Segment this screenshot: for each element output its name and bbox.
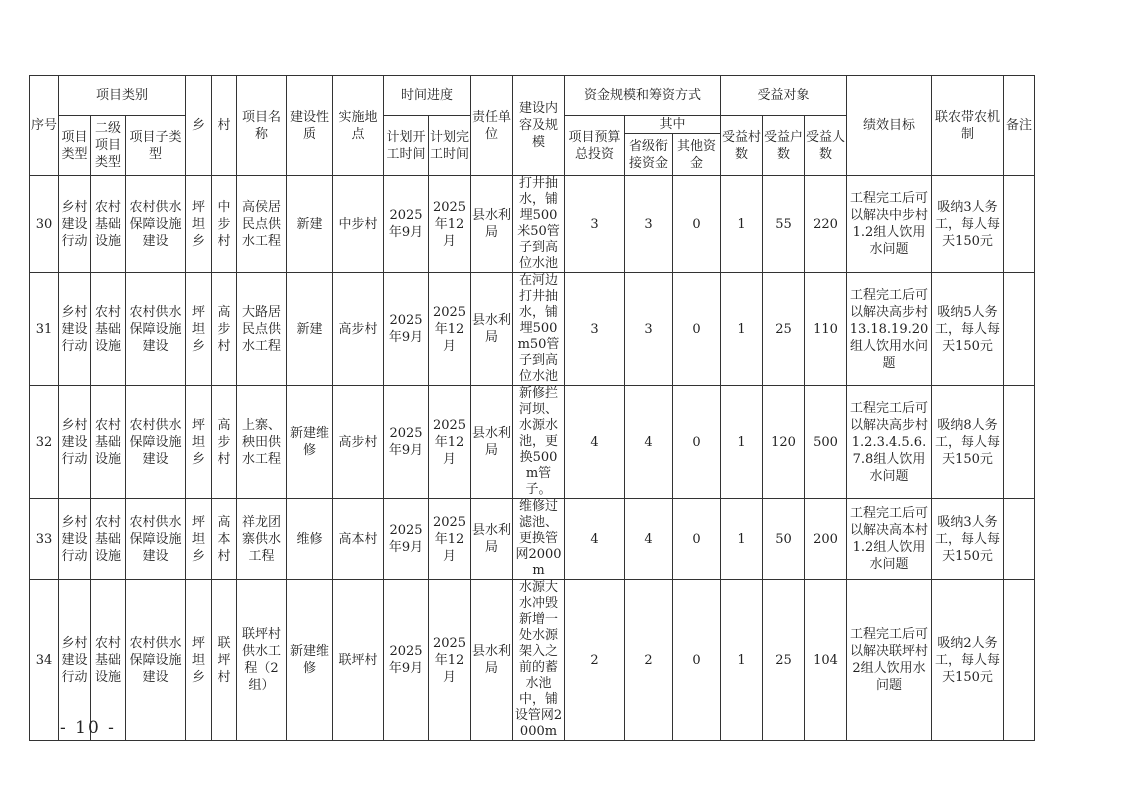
cell-benefit-people: 110 [805, 273, 847, 386]
cell-other-funds: 0 [673, 176, 721, 273]
cell-location: 高本村 [333, 499, 384, 580]
cell-township: 坪坦乡 [186, 499, 212, 580]
cell-benefit-villages: 1 [721, 273, 763, 386]
header-remarks: 备注 [1004, 76, 1035, 176]
header-level2-type: 二级项目类型 [91, 116, 126, 176]
cell-performance-goal: 工程完工后可以解决联坪村2组人饮用水问题 [847, 580, 932, 741]
cell-sub-type: 农村供水保障设施建设 [126, 580, 186, 741]
cell-location: 中步村 [333, 176, 384, 273]
cell-project-type: 乡村建设行动 [59, 176, 91, 273]
cell-performance-goal: 工程完工后可以解决高步村1.2.3.4.5.6.7.8组人饮用水问题 [847, 386, 932, 499]
header-benefit-villages: 受益村数 [721, 116, 763, 176]
cell-planned-start: 2025年9月 [384, 580, 429, 741]
cell-township: 坪坦乡 [186, 273, 212, 386]
cell-responsible-unit: 县水利局 [471, 580, 513, 741]
cell-township: 坪坦乡 [186, 386, 212, 499]
cell-construction-nature: 新建 [287, 273, 333, 386]
table-row [30, 580, 1035, 741]
header-planned-end: 计划完工时间 [429, 116, 471, 176]
cell-benefit-households: 25 [763, 580, 805, 741]
cell-level2-type: 农村基础设施 [91, 386, 126, 499]
header-construction-nature: 建设性质 [287, 76, 333, 176]
cell-level2-type: 农村基础设施 [91, 273, 126, 386]
cell-seq: 32 [30, 386, 59, 499]
header-performance-goal: 绩效目标 [847, 76, 932, 176]
cell-planned-start: 2025年9月 [384, 273, 429, 386]
cell-planned-end: 2025年12月 [429, 273, 471, 386]
cell-responsible-unit: 县水利局 [471, 386, 513, 499]
cell-village: 高步村 [212, 273, 237, 386]
cell-farmer-mechanism: 吸纳5人务工，每人每天150元 [932, 273, 1004, 386]
cell-sub-type: 农村供水保障设施建设 [126, 386, 186, 499]
cell-seq: 30 [30, 176, 59, 273]
cell-benefit-households: 120 [763, 386, 805, 499]
header-schedule-group: 时间进度 [384, 76, 471, 116]
cell-planned-start: 2025年9月 [384, 176, 429, 273]
cell-responsible-unit: 县水利局 [471, 273, 513, 386]
cell-other-funds: 0 [673, 580, 721, 741]
header-other-funds: 其他资金 [673, 134, 721, 176]
cell-project-name: 上寨、秧田供水工程 [237, 386, 287, 499]
cell-performance-goal: 工程完工后可以解决中步村1.2组人饮用水问题 [847, 176, 932, 273]
cell-remarks [1004, 580, 1035, 741]
cell-responsible-unit: 县水利局 [471, 176, 513, 273]
cell-performance-goal: 工程完工后可以解决高步村13.18.19.20组人饮用水问题 [847, 273, 932, 386]
cell-project-type: 乡村建设行动 [59, 499, 91, 580]
cell-other-funds: 0 [673, 499, 721, 580]
header-location: 实施地点 [333, 76, 384, 176]
header-farmer-mechanism: 联农带农机制 [932, 76, 1004, 176]
cell-location: 联坪村 [333, 580, 384, 741]
cell-planned-end: 2025年12月 [429, 580, 471, 741]
header-planned-start: 计划开工时间 [384, 116, 429, 176]
cell-performance-goal: 工程完工后可以解决高本村1.2组人饮用水问题 [847, 499, 932, 580]
cell-construction-nature: 新建 [287, 176, 333, 273]
cell-benefit-villages: 1 [721, 386, 763, 499]
cell-project-name: 联坪村供水工程（2组） [237, 580, 287, 741]
cell-content-scale: 维修过滤池、更换管网2000m [513, 499, 565, 580]
cell-remarks [1004, 386, 1035, 499]
header-benefit-households: 受益户数 [763, 116, 805, 176]
cell-planned-end: 2025年12月 [429, 386, 471, 499]
cell-provincial-funds: 2 [625, 580, 673, 741]
header-township: 乡 [186, 76, 212, 176]
cell-village: 高步村 [212, 386, 237, 499]
cell-benefit-people: 220 [805, 176, 847, 273]
table-row [30, 499, 1035, 580]
cell-budget-total: 2 [565, 580, 625, 741]
header-provincial-funds: 省级衔接资金 [625, 134, 673, 176]
cell-remarks [1004, 176, 1035, 273]
cell-seq: 31 [30, 273, 59, 386]
cell-location: 高步村 [333, 273, 384, 386]
cell-construction-nature: 新建维修 [287, 580, 333, 741]
cell-benefit-villages: 1 [721, 499, 763, 580]
table-row [30, 386, 1035, 499]
cell-content-scale: 在河边打井抽水，铺埋500m50管子到高位水池 [513, 273, 565, 386]
cell-construction-nature: 维修 [287, 499, 333, 580]
page-number: - 10 - [60, 718, 116, 738]
cell-sub-type: 农村供水保障设施建设 [126, 499, 186, 580]
cell-farmer-mechanism: 吸纳3人务工，每人每天150元 [932, 176, 1004, 273]
header-budget-total: 项目预算总投资 [565, 116, 625, 176]
cell-remarks [1004, 273, 1035, 386]
header-sub-type: 项目子类型 [126, 116, 186, 176]
cell-farmer-mechanism: 吸纳8人务工，每人每天150元 [932, 386, 1004, 499]
cell-other-funds: 0 [673, 386, 721, 499]
header-benefit-people: 受益人数 [805, 116, 847, 176]
cell-sub-type: 农村供水保障设施建设 [126, 176, 186, 273]
cell-farmer-mechanism: 吸纳2人务工，每人每天150元 [932, 580, 1004, 741]
cell-other-funds: 0 [673, 273, 721, 386]
cell-township: 坪坦乡 [186, 580, 212, 741]
cell-village: 高本村 [212, 499, 237, 580]
cell-project-name: 高侯居民点供水工程 [237, 176, 287, 273]
cell-township: 坪坦乡 [186, 176, 212, 273]
cell-planned-start: 2025年9月 [384, 499, 429, 580]
header-project-name: 项目名称 [237, 76, 287, 176]
cell-project-type: 乡村建设行动 [59, 273, 91, 386]
cell-content-scale: 水源大水冲毁新增一处水源架入之前的蓄水池中，铺设管网2000m [513, 580, 565, 741]
cell-benefit-villages: 1 [721, 580, 763, 741]
cell-project-name: 祥龙团寨供水工程 [237, 499, 287, 580]
cell-budget-total: 3 [565, 176, 625, 273]
cell-project-name: 大路居民点供水工程 [237, 273, 287, 386]
cell-level2-type: 农村基础设施 [91, 499, 126, 580]
cell-provincial-funds: 3 [625, 273, 673, 386]
cell-planned-start: 2025年9月 [384, 386, 429, 499]
cell-responsible-unit: 县水利局 [471, 499, 513, 580]
cell-content-scale: 打井抽水，铺埋500米50管子到高位水池 [513, 176, 565, 273]
header-seq: 序号 [30, 76, 59, 176]
header-beneficiary-group: 受益对象 [721, 76, 847, 116]
cell-project-type: 乡村建设行动 [59, 386, 91, 499]
cell-benefit-households: 25 [763, 273, 805, 386]
cell-benefit-households: 55 [763, 176, 805, 273]
header-content-scale: 建设内容及规模 [513, 76, 565, 176]
header-of-which: 其中 [625, 116, 721, 134]
cell-budget-total: 3 [565, 273, 625, 386]
cell-construction-nature: 新建维修 [287, 386, 333, 499]
cell-benefit-people: 500 [805, 386, 847, 499]
cell-planned-end: 2025年12月 [429, 499, 471, 580]
cell-provincial-funds: 4 [625, 499, 673, 580]
header-responsible-unit: 责任单位 [471, 76, 513, 176]
header-funding-group: 资金规模和筹资方式 [565, 76, 721, 116]
project-table [29, 75, 1035, 741]
cell-village: 联坪村 [212, 580, 237, 741]
cell-remarks [1004, 499, 1035, 580]
cell-budget-total: 4 [565, 499, 625, 580]
table-row [30, 176, 1035, 273]
cell-benefit-people: 200 [805, 499, 847, 580]
cell-project-type: 乡村建设行动 [59, 580, 91, 741]
cell-seq: 34 [30, 580, 59, 741]
cell-level2-type: 农村基础设施 [91, 176, 126, 273]
cell-sub-type: 农村供水保障设施建设 [126, 273, 186, 386]
cell-planned-end: 2025年12月 [429, 176, 471, 273]
cell-village: 中步村 [212, 176, 237, 273]
cell-provincial-funds: 4 [625, 386, 673, 499]
cell-budget-total: 4 [565, 386, 625, 499]
header-village: 村 [212, 76, 237, 176]
header-project-type: 项目类型 [59, 116, 91, 176]
cell-provincial-funds: 3 [625, 176, 673, 273]
cell-location: 高步村 [333, 386, 384, 499]
cell-farmer-mechanism: 吸纳3人务工，每人每天150元 [932, 499, 1004, 580]
table-row [30, 273, 1035, 386]
header-category-group: 项目类别 [59, 76, 186, 116]
cell-benefit-people: 104 [805, 580, 847, 741]
cell-benefit-villages: 1 [721, 176, 763, 273]
cell-benefit-households: 50 [763, 499, 805, 580]
cell-level2-type: 农村基础设施 [91, 580, 126, 741]
cell-seq: 33 [30, 499, 59, 580]
cell-content-scale: 新修拦河坝、水源水池，更换500m管子。 [513, 386, 565, 499]
